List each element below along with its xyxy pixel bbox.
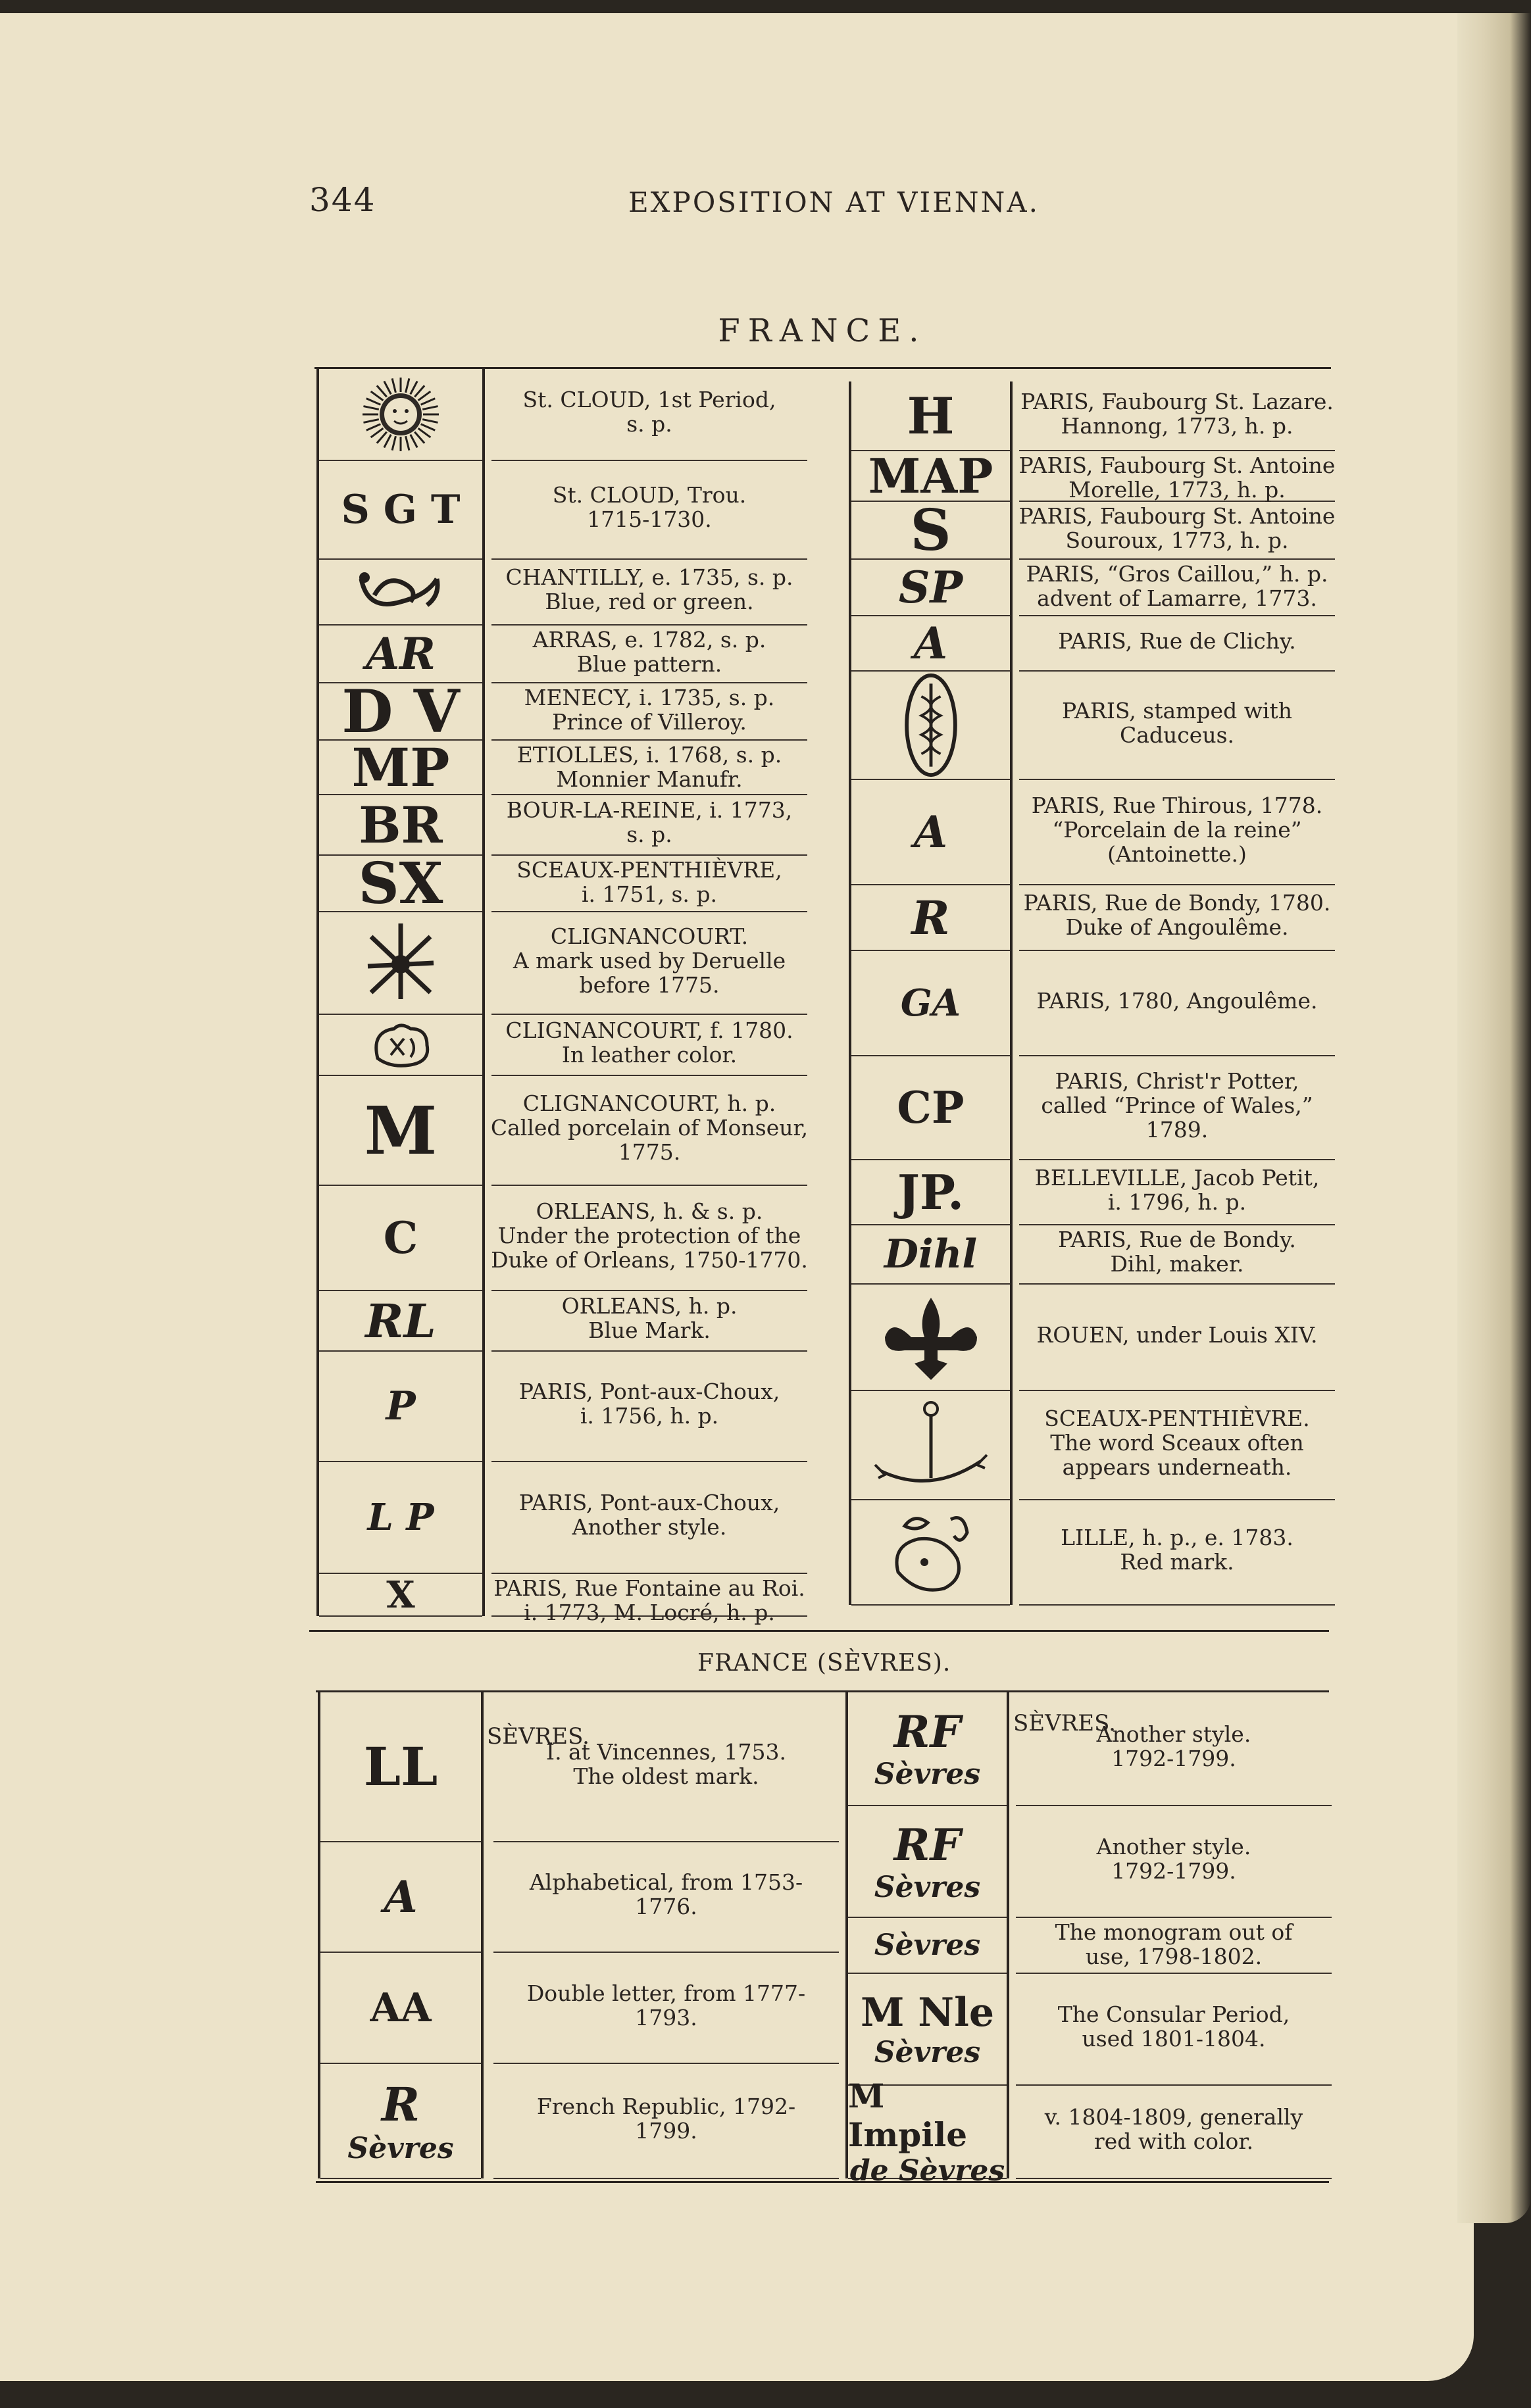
row-rule: [1019, 670, 1335, 672]
row-rule: [491, 1290, 807, 1291]
st-cloud-row-description: [485, 743, 814, 791]
description-line: St. CLOUD, 1st Period,: [522, 387, 776, 412]
row-rule: [1016, 1973, 1332, 1974]
st-cloud-row-description: [485, 1199, 814, 1272]
row-rule: [491, 624, 807, 626]
description-line: (Antoinette.): [1107, 841, 1247, 867]
description-line: ORLEANS, h. & s. p.: [536, 1198, 763, 1224]
st-cloud-row-mark: D V: [341, 676, 460, 747]
description-line: PARIS, Pont-aux-Choux,: [518, 1490, 780, 1515]
sevres-right-row-mark: [848, 1917, 1007, 1973]
row-rule: [1019, 1390, 1335, 1391]
description-line: In leather color.: [561, 1041, 738, 1068]
description-line: Blue pattern.: [576, 651, 722, 677]
row-rule: [1016, 1805, 1332, 1806]
description-line: PARIS, Pont-aux-Choux,: [518, 1379, 780, 1404]
sevres-left-row-description: [487, 1740, 845, 1788]
sevres-right-row-description: [1009, 2105, 1338, 2153]
st-cloud-row-mark: BR: [359, 795, 443, 854]
description-line: PARIS, Rue de Clichy.: [1058, 627, 1296, 654]
paris-row-description: [1013, 1323, 1342, 1347]
st-cloud-row-mark: X: [386, 1573, 415, 1617]
paris-row-description: [1013, 1166, 1342, 1214]
section-title-france: FRANCE.: [718, 312, 927, 349]
row-rule: [491, 1185, 807, 1186]
paris-row-description: [1013, 1406, 1342, 1479]
paris-row-description: [1013, 562, 1342, 610]
st-cloud-row-description: [485, 1490, 814, 1539]
paris-row-description: [1013, 453, 1342, 502]
st-cloud-row-mark: M: [364, 1091, 438, 1169]
st-cloud-row-mark: P: [386, 1383, 416, 1429]
sevres-left-row-mark: LL: [363, 1736, 438, 1798]
description-line: used 1801-1804.: [1082, 2026, 1266, 2052]
st-cloud-row-mark: RL: [365, 1293, 436, 1348]
description-line: 1799.: [635, 2117, 697, 2144]
description-line: LILLE, h. p., e. 1783.: [1061, 1525, 1293, 1550]
description-line: Hannong, 1773, h. p.: [1061, 412, 1293, 439]
row-rule: [491, 1461, 807, 1462]
description-line: Morelle, 1773, h. p.: [1068, 477, 1286, 503]
description-line: PARIS, Faubourg St. Antoine: [1018, 503, 1336, 529]
sevres-heading-left: SÈVRES.: [487, 1723, 590, 1750]
row-rule: [1019, 558, 1335, 560]
description-line: called “Prince of Wales,”: [1041, 1092, 1313, 1118]
sevres-right-row-mark: RF Sèvres: [874, 1819, 981, 1904]
paris-row-mark: H: [907, 387, 955, 445]
description-line: Under the protection of the: [497, 1222, 801, 1248]
description-line: I. at Vincennes, 1753.: [546, 1739, 786, 1765]
paris-row-mark: [851, 1500, 1010, 1605]
row-rule: [1019, 1604, 1335, 1606]
description-line: Dihl, maker.: [1110, 1251, 1244, 1277]
description-line: “Porcelain de la reine”: [1052, 816, 1302, 843]
description-line: Another style.: [572, 1514, 727, 1540]
st-cloud-row-mark: L P: [367, 1496, 434, 1539]
paris-row-mark: MAP: [868, 448, 993, 504]
st-cloud-row-mark: S G T: [341, 487, 461, 533]
sevres-left-row-mark: R Sèvres: [347, 2076, 454, 2165]
description-line: The word Sceaux often: [1050, 1429, 1304, 1456]
paris-row-description: [1013, 629, 1342, 653]
st-cloud-row-mark: [319, 559, 482, 625]
description-line: St. CLOUD, Trou.: [552, 482, 747, 508]
row-rule: [1019, 450, 1335, 451]
description-line: PARIS, Rue Fontaine au Roi.: [493, 1575, 805, 1601]
col-rule: [481, 1692, 484, 2178]
st-cloud-row-mark: [319, 368, 482, 460]
description-line: PARIS, Christ'r Potter,: [1055, 1068, 1299, 1094]
page-number: 344: [309, 181, 376, 219]
mark-caption: Sèvres: [874, 2035, 981, 2069]
row-rule: [1019, 779, 1335, 780]
paris-row-mark: JP.: [897, 1164, 965, 1220]
paris-row-description: [1013, 504, 1342, 553]
st-cloud-row-description: [485, 483, 814, 531]
sevres-left-row-description: [487, 1870, 845, 1919]
row-rule: [491, 794, 807, 795]
description-line: PARIS, Rue de Bondy.: [1058, 1227, 1296, 1252]
paris-row-mark: S: [910, 497, 951, 564]
row-rule: [1019, 1055, 1335, 1056]
paris-row-mark: Dihl: [884, 1231, 978, 1277]
paris-row-description: [1013, 1069, 1342, 1142]
sevres-left-row-description: [487, 1981, 845, 2030]
description-line: 1789.: [1145, 1116, 1209, 1143]
paris-row-description: [1013, 389, 1342, 438]
row-rule: [491, 558, 807, 560]
description-line: CHANTILLY, e. 1735, s. p.: [505, 564, 793, 590]
row-rule: [493, 1841, 839, 1842]
row-rule: [491, 911, 807, 912]
st-cloud-row-description: [485, 387, 814, 436]
st-cloud-row-mark: [319, 912, 482, 1014]
row-rule: [491, 460, 807, 461]
st-cloud-row-description: [485, 798, 814, 847]
description-line: i. 1751, s. p.: [581, 881, 718, 907]
description-line: Monnier Manufr.: [556, 766, 743, 792]
paris-row-mark: A: [913, 618, 948, 669]
description-line: red with color.: [1093, 2128, 1254, 2154]
mark-caption: Sèvres: [874, 1929, 981, 1962]
paris-row-mark: CP: [897, 1082, 965, 1133]
st-cloud-row-description: [485, 627, 814, 676]
description-line: PARIS, “Gros Caillou,” h. p.: [1026, 561, 1328, 587]
st-cloud-row-mark: MP: [351, 736, 450, 799]
description-line: SCEAUX-PENTHIÈVRE,: [516, 857, 782, 883]
st-cloud-row-description: [485, 565, 814, 614]
st-cloud-row-description: [485, 1018, 814, 1067]
description-line: A mark used by Deruelle: [513, 947, 786, 973]
description-line: CLIGNANCOURT.: [550, 923, 749, 949]
description-line: BELLEVILLE, Jacob Petit,: [1034, 1164, 1320, 1191]
st-cloud-row-description: [485, 1379, 814, 1428]
sevres-left-row-description: [487, 2094, 845, 2143]
paris-row-mark: GA: [900, 981, 961, 1025]
row-rule: [491, 1573, 807, 1574]
description-line: 1775.: [618, 1139, 681, 1165]
row-rule: [1019, 950, 1335, 951]
row-rule: [493, 1952, 839, 1953]
running-title: EXPOSITION AT VIENNA.: [628, 186, 1040, 218]
paris-row-mark: [851, 671, 1010, 779]
description-line: 1776.: [635, 1894, 697, 1919]
description-line: PARIS, 1780, Angoulême.: [1036, 987, 1318, 1014]
sevres-right-row-description: [1009, 1920, 1338, 1969]
row-rule: [1019, 1159, 1335, 1160]
sevres-right-row-description: [1009, 1722, 1338, 1771]
paris-row-mark: [851, 1390, 1010, 1500]
description-line: Called porcelain of Monseur,: [490, 1115, 809, 1141]
row-rule: [1016, 2084, 1332, 2086]
description-line: i. 1773, M. Locré, h. p.: [524, 1600, 775, 1625]
description-line: CLIGNANCOURT, f. 1780.: [505, 1017, 793, 1043]
sevres-right-row-description: [1009, 1834, 1338, 1883]
sevres-left-row-mark: AA: [370, 1984, 432, 2031]
mark-caption: Sèvres: [347, 2131, 454, 2165]
sevres-heading-right: SÈVRES.: [1013, 1710, 1116, 1736]
sevres-right-row-mark: M Impile de Sèvres: [848, 2076, 1005, 2188]
description-line: ROUEN, under Louis XIV.: [1036, 1321, 1318, 1348]
description-line: 1792-1799.: [1111, 1858, 1236, 1884]
description-line: ETIOLLES, i. 1768, s. p.: [516, 742, 782, 768]
description-line: 1792-1799.: [1111, 1745, 1236, 1771]
row-rule: [491, 682, 807, 683]
description-line: PARIS, Faubourg St. Lazare.: [1020, 388, 1334, 414]
st-cloud-row-description: [485, 1091, 814, 1164]
description-line: use, 1798-1802.: [1085, 1944, 1263, 1969]
paris-row-description: [1013, 1525, 1342, 1574]
description-line: PARIS, stamped with: [1061, 697, 1293, 724]
st-cloud-row-mark: SX: [358, 850, 443, 917]
description-line: The oldest mark.: [573, 1763, 759, 1789]
row-rule: [1019, 1224, 1335, 1225]
st-cloud-row-description: [485, 1294, 814, 1342]
st-cloud-row-mark: C: [383, 1212, 418, 1264]
description-line: appears underneath.: [1062, 1454, 1292, 1480]
description-line: Souroux, 1773, h. p.: [1065, 528, 1289, 553]
description-line: Duke of Angoulême.: [1065, 914, 1289, 940]
description-line: CLIGNANCOURT, h. p.: [522, 1091, 776, 1116]
row-rule: [493, 2178, 839, 2179]
description-line: PARIS, Faubourg St. Antoine: [1018, 453, 1336, 478]
st-cloud-row-description: [485, 858, 814, 906]
st-cloud-row-mark: AR: [365, 628, 436, 679]
row-rule: [491, 1014, 807, 1015]
description-line: advent of Lamarre, 1773.: [1037, 585, 1317, 611]
description-line: BOUR-LA-REINE, i. 1773,: [506, 797, 793, 823]
paris-row-description: [1013, 1227, 1342, 1276]
row-rule: [1019, 615, 1335, 616]
row-rule: [491, 1350, 807, 1352]
table-bottom-rule: [309, 1630, 1329, 1632]
description-line: s. p.: [626, 411, 672, 437]
paris-row-mark: [851, 1284, 1010, 1390]
description-line: Caduceus.: [1120, 722, 1234, 748]
description-line: PARIS, Rue de Bondy, 1780.: [1023, 890, 1331, 916]
row-rule: [493, 2063, 839, 2064]
description-line: Red mark.: [1120, 1549, 1234, 1575]
description-line: Alphabetical, from 1753-: [529, 1869, 803, 1895]
paris-row-description: [1013, 989, 1342, 1013]
row-rule: [1019, 1283, 1335, 1285]
description-line: Prince of Villeroy.: [552, 709, 747, 735]
description-line: s. p.: [626, 822, 672, 847]
sevres-right-row-description: [1009, 2002, 1338, 2051]
page-edge-right: [1457, 13, 1531, 2223]
mark-caption: de Sèvres: [849, 2153, 1005, 2188]
paris-row-description: [1013, 891, 1342, 939]
row-rule: [1019, 884, 1335, 885]
st-cloud-row-description: [485, 1576, 814, 1625]
description-line: The monogram out of: [1055, 1919, 1293, 1945]
description-line: 1793.: [635, 2004, 697, 2030]
st-cloud-row-description: [485, 924, 814, 997]
section-title-sevres: FRANCE (SÈVRES).: [697, 1650, 951, 1677]
mark-caption: Sèvres: [874, 1757, 981, 1791]
description-line: Another style.: [1096, 1834, 1251, 1859]
row-rule: [491, 1075, 807, 1076]
sevres-right-row-mark: RF Sèvres: [874, 1706, 981, 1791]
mark-caption: Sèvres: [874, 1870, 981, 1904]
description-line: Double letter, from 1777-: [526, 1980, 806, 2006]
st-cloud-row-description: [485, 685, 814, 734]
description-line: The Consular Period,: [1057, 2002, 1290, 2027]
row-rule: [1016, 2178, 1332, 2179]
row-rule: [1016, 1917, 1332, 1918]
description-line: Duke of Orleans, 1750-1770.: [491, 1246, 808, 1273]
description-line: Blue Mark.: [588, 1317, 711, 1343]
description-line: French Republic, 1792-: [536, 2093, 796, 2119]
description-line: MENECY, i. 1735, s. p.: [524, 685, 775, 710]
paris-row-mark: A: [913, 806, 948, 858]
description-line: Another style.: [1096, 1721, 1251, 1747]
description-line: Blue, red or green.: [545, 589, 754, 614]
st-cloud-row-mark: [319, 1014, 482, 1075]
description-line: i. 1796, h. p.: [1107, 1189, 1247, 1215]
paris-row-mark: SP: [898, 562, 963, 613]
description-line: ARRAS, e. 1782, s. p.: [532, 627, 766, 652]
paris-row-description: [1013, 793, 1342, 866]
sevres-right-row-mark: M Nle Sèvres: [860, 1989, 995, 2069]
table-bottom-rule: [316, 2181, 1329, 2183]
description-line: v. 1804-1809, generally: [1044, 2104, 1303, 2130]
description-line: 1715-1730.: [587, 506, 712, 532]
row-rule: [491, 854, 807, 856]
paris-row-description: [1013, 699, 1342, 747]
description-line: ORLEANS, h. p.: [561, 1293, 738, 1319]
description-line: before 1775.: [579, 971, 720, 998]
paris-row-mark: R: [911, 890, 950, 945]
row-rule: [491, 739, 807, 741]
description-line: SCEAUX-PENTHIÈVRE.: [1044, 1405, 1310, 1431]
description-line: PARIS, Rue Thirous, 1778.: [1031, 792, 1323, 818]
row-rule: [1019, 1499, 1335, 1500]
sevres-left-row-mark: A: [384, 1871, 418, 1923]
description-line: i. 1756, h. p.: [580, 1403, 719, 1429]
